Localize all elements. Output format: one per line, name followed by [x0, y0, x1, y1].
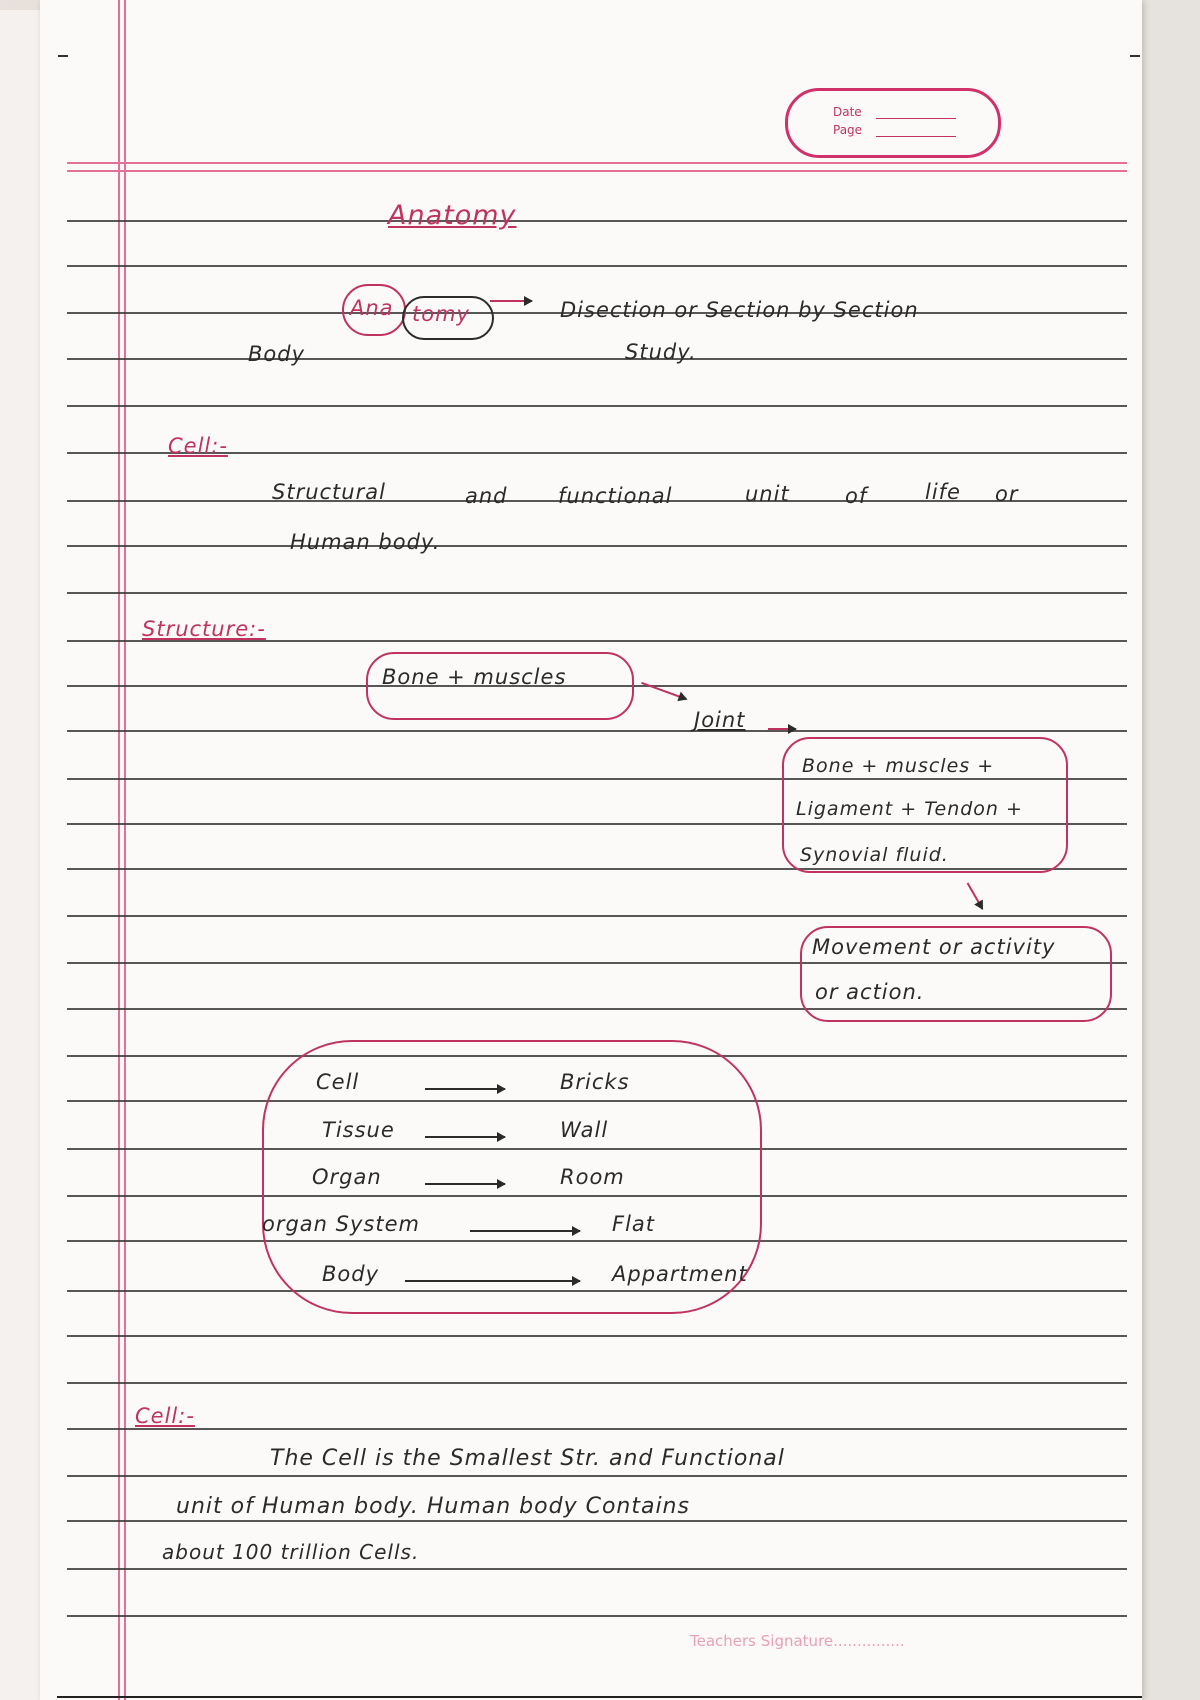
tomy-meaning: Disection or Section by Section: [560, 298, 919, 322]
hierarchy-arrow: [425, 1088, 505, 1090]
ruled-line: [67, 265, 1127, 267]
ruled-line: [67, 730, 1127, 732]
cell-def-word: of: [845, 484, 868, 508]
bottom-edge: [57, 1696, 1142, 1698]
date-line: [876, 118, 956, 119]
tomy-arrow: [490, 300, 532, 302]
ruled-line: [67, 915, 1127, 917]
structure-heading: Structure:-: [142, 617, 266, 641]
hierarchy-analogy: Wall: [560, 1118, 609, 1142]
cell-def-line2: Human body.: [290, 530, 441, 554]
cell2-heading: Cell:-: [135, 1404, 195, 1428]
ana-meaning: Body: [248, 342, 306, 366]
ruled-line: [67, 545, 1127, 547]
joint-arrow: [768, 728, 796, 730]
header-line: [67, 170, 1127, 172]
hierarchy-arrow: [470, 1230, 580, 1232]
page-line: [876, 136, 956, 137]
margin-line: [124, 0, 126, 1700]
left-tick: [58, 55, 68, 57]
hierarchy-level: Tissue: [322, 1118, 395, 1142]
tomy-meaning-cont: Study.: [625, 340, 697, 364]
ruled-line: [67, 220, 1127, 222]
cell2-line3: about 100 trillion Cells.: [162, 1540, 420, 1564]
page-label: Page: [833, 123, 863, 137]
joint-part: Ligament + Tendon +: [796, 798, 1023, 820]
ruled-line: [67, 1382, 1127, 1384]
hierarchy-analogy: Flat: [612, 1212, 656, 1236]
date-page-badge: [785, 88, 1001, 158]
ruled-line: [67, 1615, 1127, 1617]
ruled-line: [67, 1475, 1127, 1477]
hierarchy-arrow: [425, 1136, 505, 1138]
ruled-line: [67, 1335, 1127, 1337]
cell2-line2: unit of Human body. Human body Contains: [176, 1494, 690, 1519]
hierarchy-level: organ System: [262, 1212, 420, 1236]
ana-word: Ana: [350, 296, 394, 320]
cell-def-word: functional: [558, 484, 673, 508]
cell-def-word: or: [995, 482, 1019, 506]
cell-def-word: unit: [745, 482, 790, 506]
ruled-line: [67, 1520, 1127, 1522]
movement-text: or action.: [815, 980, 925, 1004]
date-label: Date: [833, 105, 862, 119]
paper-right-edge: [1135, 0, 1200, 1700]
right-tick: [1130, 55, 1140, 57]
ruled-line: [67, 358, 1127, 360]
margin-line: [118, 0, 120, 1700]
tomy-word: tomy: [412, 302, 470, 326]
hierarchy-analogy: Room: [560, 1165, 625, 1189]
ruled-line: [67, 1428, 1127, 1430]
hierarchy-arrow: [425, 1183, 505, 1185]
ruled-line: [67, 592, 1127, 594]
hierarchy-analogy: Bricks: [560, 1070, 630, 1094]
cell-heading: Cell:-: [168, 434, 228, 458]
bone-muscles-text: Bone + muscles: [382, 665, 567, 689]
hierarchy-level: Organ: [312, 1165, 382, 1189]
cell-def-word: Structural: [272, 480, 386, 504]
joint-part: Synovial fluid.: [800, 844, 949, 866]
joint-label: Joint: [694, 708, 746, 732]
teacher-signature: Teachers Signature...............: [690, 1632, 905, 1650]
page-title: Anatomy: [388, 200, 517, 231]
hierarchy-analogy: Appartment: [612, 1262, 748, 1286]
ruled-line: [67, 1568, 1127, 1570]
cell-def-word: life: [925, 480, 961, 504]
movement-text: Movement or activity: [812, 935, 1056, 959]
hierarchy-level: Body: [322, 1262, 380, 1286]
cell2-line1: The Cell is the Smallest Str. and Functional: [270, 1446, 785, 1471]
header-line: [67, 162, 1127, 164]
hierarchy-level: Cell: [316, 1070, 360, 1094]
joint-part: Bone + muscles +: [802, 755, 995, 777]
ruled-line: [67, 405, 1127, 407]
hierarchy-arrow: [405, 1280, 580, 1282]
cell-def-word: and: [465, 484, 508, 508]
